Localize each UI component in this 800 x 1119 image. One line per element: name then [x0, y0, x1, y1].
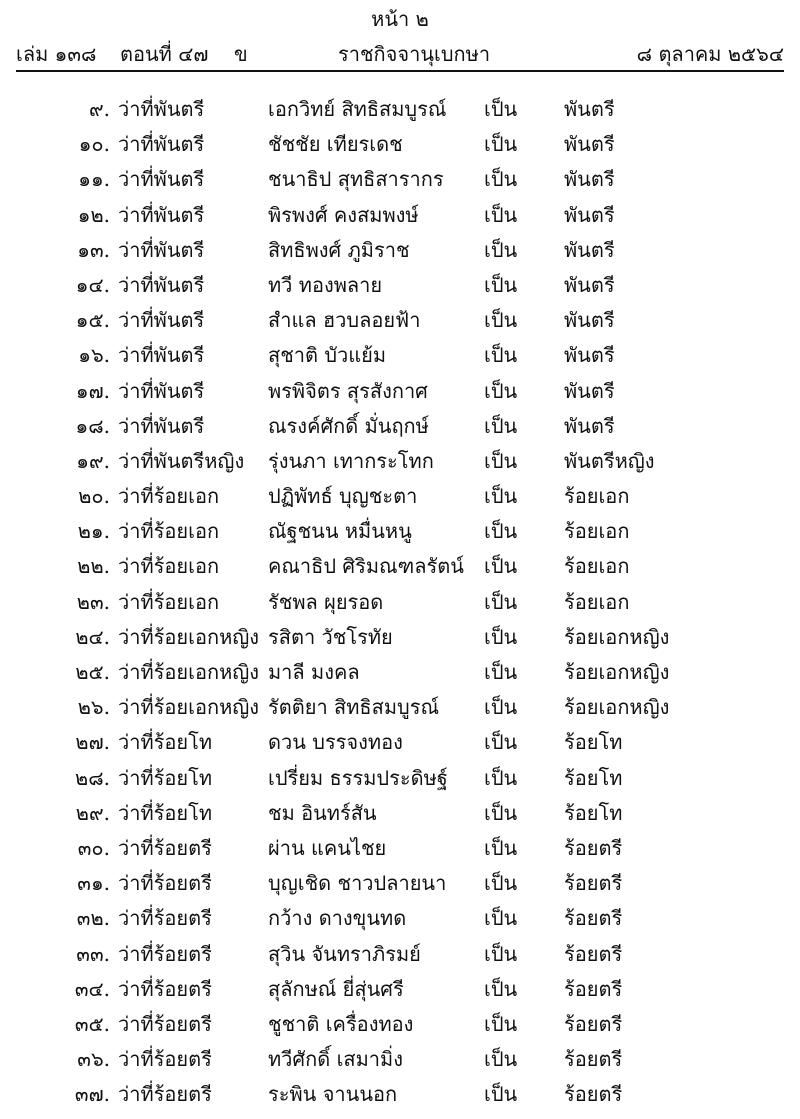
current-rank: ว่าที่พันตรี: [118, 413, 205, 438]
conjunction: เป็น: [484, 554, 518, 579]
conjunction: เป็น: [484, 202, 518, 227]
conjunction: เป็น: [484, 976, 518, 1001]
current-rank: ว่าที่พันตรี: [118, 343, 205, 368]
conjunction: เป็น: [484, 1011, 518, 1036]
list-item: [0, 761, 800, 796]
new-rank: พันตรี: [564, 237, 615, 262]
person-name: มาลี มงคล: [268, 660, 360, 684]
conjunction: เป็น: [484, 871, 518, 896]
new-rank: ร้อยเอกหญิง: [564, 624, 670, 649]
header-divider: [16, 70, 784, 72]
conjunction: เป็น: [484, 378, 518, 403]
list-item: [0, 444, 800, 479]
conjunction: เป็น: [484, 167, 518, 192]
entry-number: ๒๐.: [78, 484, 110, 509]
conjunction: เป็น: [484, 1082, 518, 1107]
new-rank: พันตรี: [564, 132, 615, 157]
list-item: [0, 198, 800, 233]
current-rank: ว่าที่ร้อยเอกหญิง: [118, 695, 260, 720]
list-item: [0, 479, 800, 514]
list-item: [0, 831, 800, 866]
conjunction: เป็น: [484, 941, 518, 966]
current-rank: ว่าที่ร้อยตรี: [118, 941, 212, 966]
header-publication: ราชกิจจานุเบกษา: [338, 42, 491, 66]
current-rank: ว่าที่ร้อยโท: [118, 730, 213, 755]
list-item: [0, 338, 800, 373]
new-rank: ร้อยโท: [564, 730, 623, 755]
conjunction: เป็น: [484, 589, 518, 614]
person-name: ชูชาติ เครื่องทอง: [268, 1011, 414, 1036]
list-item: [0, 127, 800, 162]
current-rank: ว่าที่พันตรี: [118, 97, 205, 121]
appointment-list: [0, 92, 800, 1112]
conjunction: เป็น: [484, 624, 518, 649]
entry-number: ๓๑.: [77, 871, 110, 896]
new-rank: พันตรีหญิง: [564, 448, 655, 473]
list-item: [0, 796, 800, 831]
list-item: [0, 690, 800, 725]
list-item: [0, 937, 800, 972]
current-rank: ว่าที่ร้อยตรี: [118, 871, 212, 896]
list-item: [0, 92, 800, 127]
person-name: ณรงค์ศักดิ์ มั่นฤกษ์: [268, 413, 429, 438]
entry-number: ๒๗.: [75, 730, 110, 755]
entry-number: ๑๔.: [75, 272, 110, 297]
person-name: สิทธิพงศ์ ภูมิราช: [268, 237, 410, 262]
list-item: [0, 409, 800, 444]
entry-number: ๒๕.: [75, 660, 110, 684]
new-rank: พันตรี: [564, 167, 615, 192]
current-rank: ว่าที่ร้อยเอก: [118, 484, 220, 509]
person-name: รสิตา วัชโรทัย: [268, 624, 393, 649]
entry-number: ๒๒.: [77, 554, 110, 579]
current-rank: ว่าที่ร้อยตรี: [118, 1082, 212, 1107]
person-name: ปฏิพัทธ์ บุญชะตา: [268, 484, 418, 509]
entry-number: ๓๐.: [77, 835, 110, 860]
conjunction: เป็น: [484, 730, 518, 755]
header-volume: เล่ม ๑๓๘: [16, 42, 97, 66]
entry-number: ๒๖.: [77, 695, 110, 720]
gazette-header: [16, 40, 784, 68]
list-item: [0, 374, 800, 409]
new-rank: ร้อยเอกหญิง: [564, 660, 670, 684]
entry-number: ๑๐.: [78, 132, 110, 157]
current-rank: ว่าที่ร้อยเอกหญิง: [118, 624, 260, 649]
current-rank: ว่าที่ร้อยตรี: [118, 906, 212, 931]
person-name: ระพิน จานนอก: [268, 1082, 398, 1107]
new-rank: พันตรี: [564, 272, 615, 297]
current-rank: ว่าที่ร้อยโท: [118, 800, 213, 825]
current-rank: ว่าที่พันตรีหญิง: [118, 448, 245, 473]
entry-number: ๓๖.: [77, 1047, 110, 1072]
list-item: [0, 620, 800, 655]
entry-number: ๙.: [88, 97, 110, 121]
current-rank: ว่าที่ร้อยเอก: [118, 589, 220, 614]
person-name: เปรี่ยม ธรรมประดิษฐ์: [268, 765, 448, 790]
conjunction: เป็น: [484, 1047, 518, 1072]
new-rank: ร้อยโท: [564, 800, 623, 825]
person-name: รัชพล ผุยรอด: [268, 589, 384, 614]
new-rank: ร้อยตรี: [564, 871, 623, 896]
new-rank: ร้อยตรี: [564, 835, 623, 860]
entry-number: ๓๕.: [74, 1011, 110, 1036]
list-item: [0, 1042, 800, 1077]
person-name: พิรพงศ์ คงสมพงษ์: [268, 202, 419, 227]
entry-number: ๒๙.: [75, 800, 110, 825]
person-name: ทวีศักดิ์ เสมามิ่ง: [268, 1047, 403, 1072]
new-rank: ร้อยเอก: [564, 589, 630, 614]
list-item: [0, 1007, 800, 1042]
list-item: [0, 901, 800, 936]
person-name: ดวน บรรจงทอง: [268, 730, 403, 755]
conjunction: เป็น: [484, 765, 518, 790]
new-rank: พันตรี: [564, 97, 615, 121]
entry-number: ๑๑.: [78, 167, 110, 192]
list-item: [0, 972, 800, 1007]
person-name: ณัฐชนน หมื่นหนู: [268, 519, 412, 544]
current-rank: ว่าที่ร้อยเอกหญิง: [118, 660, 260, 684]
person-name: เอกวิทย์ สิทธิสมบูรณ์: [268, 97, 447, 121]
entry-number: ๒๓.: [76, 589, 110, 614]
conjunction: เป็น: [484, 519, 518, 544]
entry-number: ๓๓.: [76, 941, 110, 966]
list-item: [0, 268, 800, 303]
person-name: สุลักษณ์ ยี่สุ่นศรี: [268, 976, 404, 1001]
current-rank: ว่าที่พันตรี: [118, 167, 205, 192]
entry-number: ๑๓.: [77, 237, 110, 262]
header-section: ข: [234, 42, 248, 66]
entry-number: ๒๔.: [75, 624, 110, 649]
current-rank: ว่าที่ร้อยโท: [118, 765, 213, 790]
current-rank: ว่าที่พันตรี: [118, 378, 205, 403]
entry-number: ๓๔.: [74, 976, 110, 1001]
entry-number: ๑๒.: [77, 202, 110, 227]
current-rank: ว่าที่ร้อยตรี: [118, 976, 212, 1001]
list-item: [0, 549, 800, 584]
person-name: พรพิจิตร สุรสังกาศ: [268, 378, 428, 403]
page-number: หน้า ๒: [371, 7, 429, 31]
conjunction: เป็น: [484, 906, 518, 931]
entry-number: ๑๗.: [75, 378, 110, 403]
person-name: สำแล ฮวบลอยฟ้า: [268, 308, 421, 333]
new-rank: พันตรี: [564, 413, 615, 438]
conjunction: เป็น: [484, 695, 518, 720]
header-date: ๘ ตุลาคม ๒๕๖๔: [636, 42, 784, 66]
new-rank: ร้อยตรี: [564, 941, 623, 966]
list-item: [0, 233, 800, 268]
conjunction: เป็น: [484, 413, 518, 438]
list-item: [0, 655, 800, 690]
person-name: ชม อินทร์สัน: [268, 800, 377, 825]
new-rank: ร้อยตรี: [564, 1011, 623, 1036]
new-rank: พันตรี: [564, 202, 615, 227]
new-rank: พันตรี: [564, 378, 615, 403]
person-name: บุญเชิด ชาวปลายนา: [268, 871, 447, 896]
new-rank: ร้อยเอก: [564, 519, 630, 544]
current-rank: ว่าที่ร้อยตรี: [118, 1047, 212, 1072]
entry-number: ๓๗.: [74, 1082, 110, 1107]
current-rank: ว่าที่ร้อยตรี: [118, 835, 212, 860]
person-name: ผ่าน แคนไชย: [268, 835, 387, 860]
current-rank: ว่าที่ร้อยเอก: [118, 554, 220, 579]
current-rank: ว่าที่ร้อยตรี: [118, 1011, 212, 1036]
conjunction: เป็น: [484, 237, 518, 262]
person-name: ชัชชัย เทียรเดช: [268, 132, 403, 157]
list-item: [0, 1077, 800, 1112]
new-rank: ร้อยเอก: [564, 484, 630, 509]
entry-number: ๑๕.: [75, 308, 110, 333]
header-issue: ตอนที่ ๔๗: [120, 42, 209, 66]
new-rank: พันตรี: [564, 308, 615, 333]
conjunction: เป็น: [484, 484, 518, 509]
conjunction: เป็น: [484, 800, 518, 825]
entry-number: ๒๘.: [75, 765, 110, 790]
person-name: รุ่งนภา เทากระโทก: [268, 448, 434, 473]
new-rank: ร้อยเอก: [564, 554, 630, 579]
conjunction: เป็น: [484, 132, 518, 157]
current-rank: ว่าที่พันตรี: [118, 237, 205, 262]
current-rank: ว่าที่ร้อยเอก: [118, 519, 220, 544]
person-name: กว้าง ดางขุนทด: [268, 906, 407, 931]
entry-number: ๒๑.: [77, 519, 110, 544]
current-rank: ว่าที่พันตรี: [118, 202, 205, 227]
conjunction: เป็น: [484, 308, 518, 333]
new-rank: ร้อยตรี: [564, 1047, 623, 1072]
entry-number: ๑๙.: [76, 448, 110, 473]
new-rank: ร้อยตรี: [564, 1082, 623, 1107]
list-item: [0, 866, 800, 901]
list-item: [0, 162, 800, 197]
entry-number: ๓๒.: [76, 906, 110, 931]
conjunction: เป็น: [484, 448, 518, 473]
new-rank: ร้อยโท: [564, 765, 623, 790]
new-rank: ร้อยตรี: [564, 906, 623, 931]
conjunction: เป็น: [484, 97, 518, 121]
conjunction: เป็น: [484, 272, 518, 297]
conjunction: เป็น: [484, 660, 518, 684]
conjunction: เป็น: [484, 343, 518, 368]
list-item: [0, 514, 800, 549]
new-rank: พันตรี: [564, 343, 615, 368]
list-item: [0, 725, 800, 760]
person-name: ชนาธิป สุทธิสารากร: [268, 167, 444, 192]
person-name: คณาธิป ศิริมณฑลรัตน์: [268, 554, 464, 579]
person-name: ทวี ทองพลาย: [268, 272, 383, 297]
entry-number: ๑๘.: [75, 413, 110, 438]
conjunction: เป็น: [484, 835, 518, 860]
current-rank: ว่าที่พันตรี: [118, 132, 205, 157]
person-name: สุวิน จันทราภิรมย์: [268, 941, 421, 966]
person-name: สุชาติ บัวแย้ม: [268, 343, 387, 368]
new-rank: ร้อยเอกหญิง: [564, 695, 670, 720]
current-rank: ว่าที่พันตรี: [118, 272, 205, 297]
entry-number: ๑๖.: [78, 343, 110, 368]
list-item: [0, 303, 800, 338]
list-item: [0, 585, 800, 620]
current-rank: ว่าที่พันตรี: [118, 308, 205, 333]
new-rank: ร้อยตรี: [564, 976, 623, 1001]
person-name: รัตติยา สิทธิสมบูรณ์: [268, 695, 440, 720]
